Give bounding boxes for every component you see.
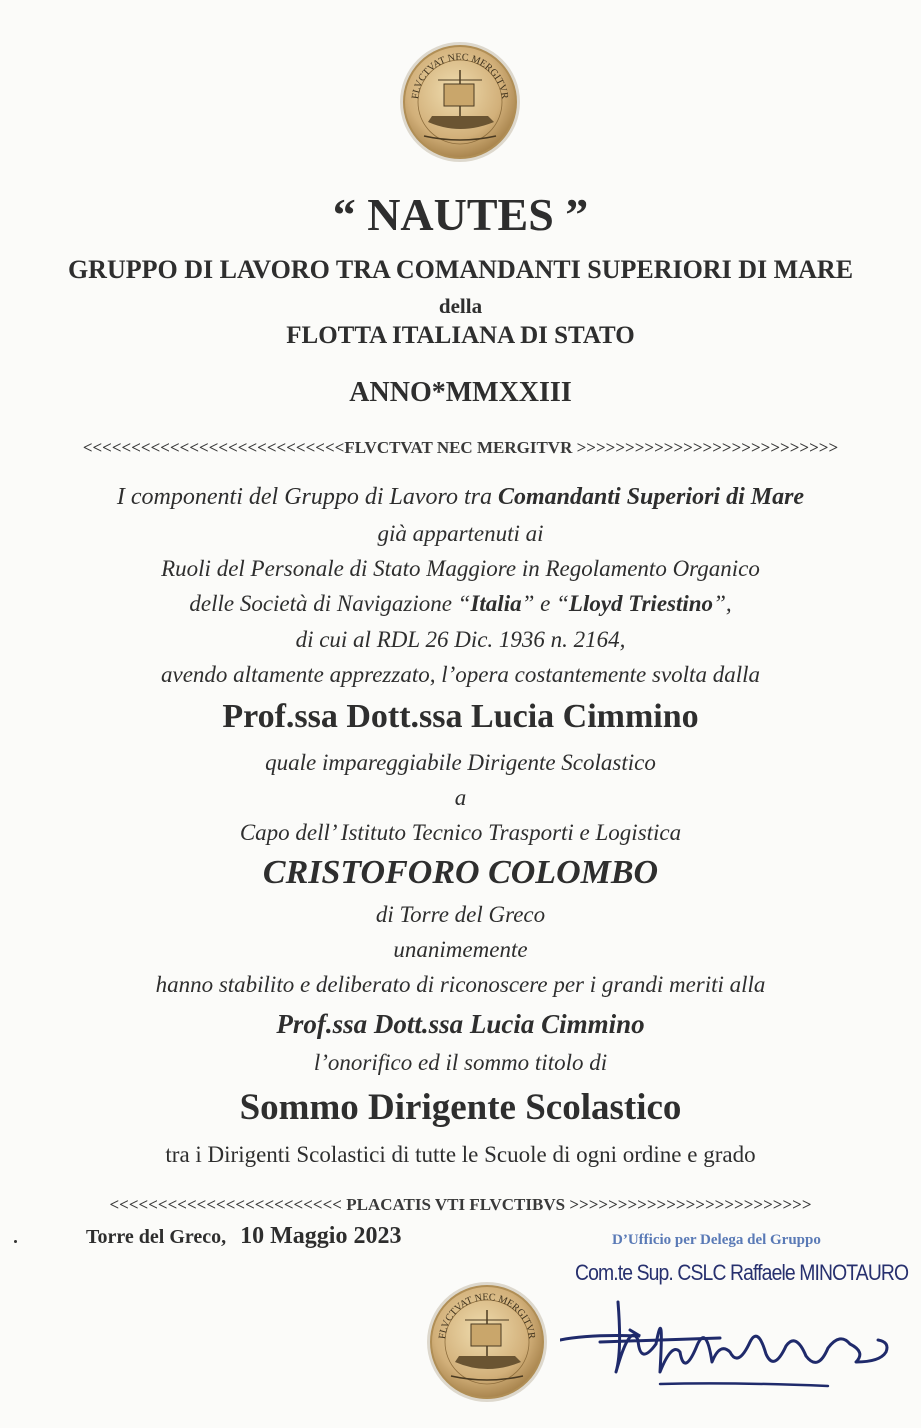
body-line-1-bold: Comandanti Superiori di Mare [498,484,805,510]
svg-text:FLVCTVAT NEC MERGITVR: FLVCTVAT NEC MERGITVR [437,1291,537,1340]
body-line-1 [0,484,921,511]
della-text: della [438,294,483,318]
school-name: CRISTOFORO COLOMBO [262,854,659,891]
body-line-13: l’onorifico ed il sommo titolo di [313,1050,608,1075]
handwritten-signature [560,1282,900,1402]
body-line-7: quale impareggiabile Dirigente Scolastico [265,750,656,775]
date-text: 10 Maggio 2023 [240,1223,402,1249]
year-heading: ANNO*MMXXIII [349,377,572,408]
place-text: Torre del Greco, [86,1226,227,1248]
recipient-name: Prof.ssa Dott.ssa Lucia Cimmino [222,698,699,735]
delegation-text: D’Ufficio per Delega del Gruppo [612,1232,821,1248]
body-line-1-text: I componenti del Gruppo di Lavoro tra [116,484,498,510]
body-line-4-a: delle Società di Navigazione “ [189,591,471,616]
body-line-9: Capo dell’ Istituto Tecnico Trasporti e Logistica [239,820,682,845]
body-line-3: Ruoli del Personale di Stato Maggiore in Regolamento Organico [161,556,760,581]
fleet-heading: FLOTTA ITALIANA DI STATO [286,322,635,349]
body-line-4-c: ” e “ [521,591,569,616]
body-line-2: già appartenuti ai [377,521,544,546]
body-line-6: avendo altamente apprezzato, l’opera costantemente svolta dalla [161,662,760,687]
motto-bottom [0,1195,921,1215]
company-italia: Italia [470,591,522,616]
signatory-stamp: Com.te Sup. CSLC Raffaele MINOTAURO [575,1260,909,1285]
body-line-5: di cui al RDL 26 Dic. 1936 n. 2164, [295,627,626,652]
document-title: “ NAUTES ” [332,189,589,240]
place-date [86,1223,401,1250]
top-seal-icon [398,40,522,164]
motto-top [0,438,921,458]
honor-title: Sommo Dirigente Scolastico [239,1087,682,1128]
stray-dot [14,1240,17,1243]
recipient-name-2: Prof.ssa Dott.ssa Lucia Cimmino [276,1009,645,1039]
body-line-4 [0,591,921,617]
company-lloyd: Lloyd Triestino [568,591,714,616]
motto-top-left-arrows: <<<<<<<<<<<<<<<<<<<<<<<<<<< [82,438,345,457]
motto-bottom-right-arrows: >>>>>>>>>>>>>>>>>>>>>>>>> [569,1195,812,1214]
body-line-11: unanimemente [393,937,528,962]
svg-text:FLVCTVAT NEC MERGITVR: FLVCTVAT NEC MERGITVR [410,51,510,100]
body-line-10: di Torre del Greco [375,902,546,927]
motto-top-text: FLVCTVAT NEC MERGITVR [344,438,573,457]
body-line-14: tra i Dirigenti Scolastici di tutte le Scuole di ogni ordine e grado [165,1142,756,1167]
motto-bottom-left-arrows: <<<<<<<<<<<<<<<<<<<<<<<< [109,1195,342,1214]
group-heading: GRUPPO DI LAVORO TRA COMANDANTI SUPERIORI DI MARE [67,255,854,284]
motto-bottom-text: PLACATIS VTI FLVCTIBVS [341,1195,570,1214]
bottom-seal-icon [425,1280,549,1404]
body-line-4-e: ”, [713,591,732,616]
body-line-12: hanno stabilito e deliberato di riconoscere per i grandi meriti alla [155,972,766,997]
body-line-8: a [454,785,467,810]
motto-top-right-arrows: >>>>>>>>>>>>>>>>>>>>>>>>>>> [576,438,839,457]
